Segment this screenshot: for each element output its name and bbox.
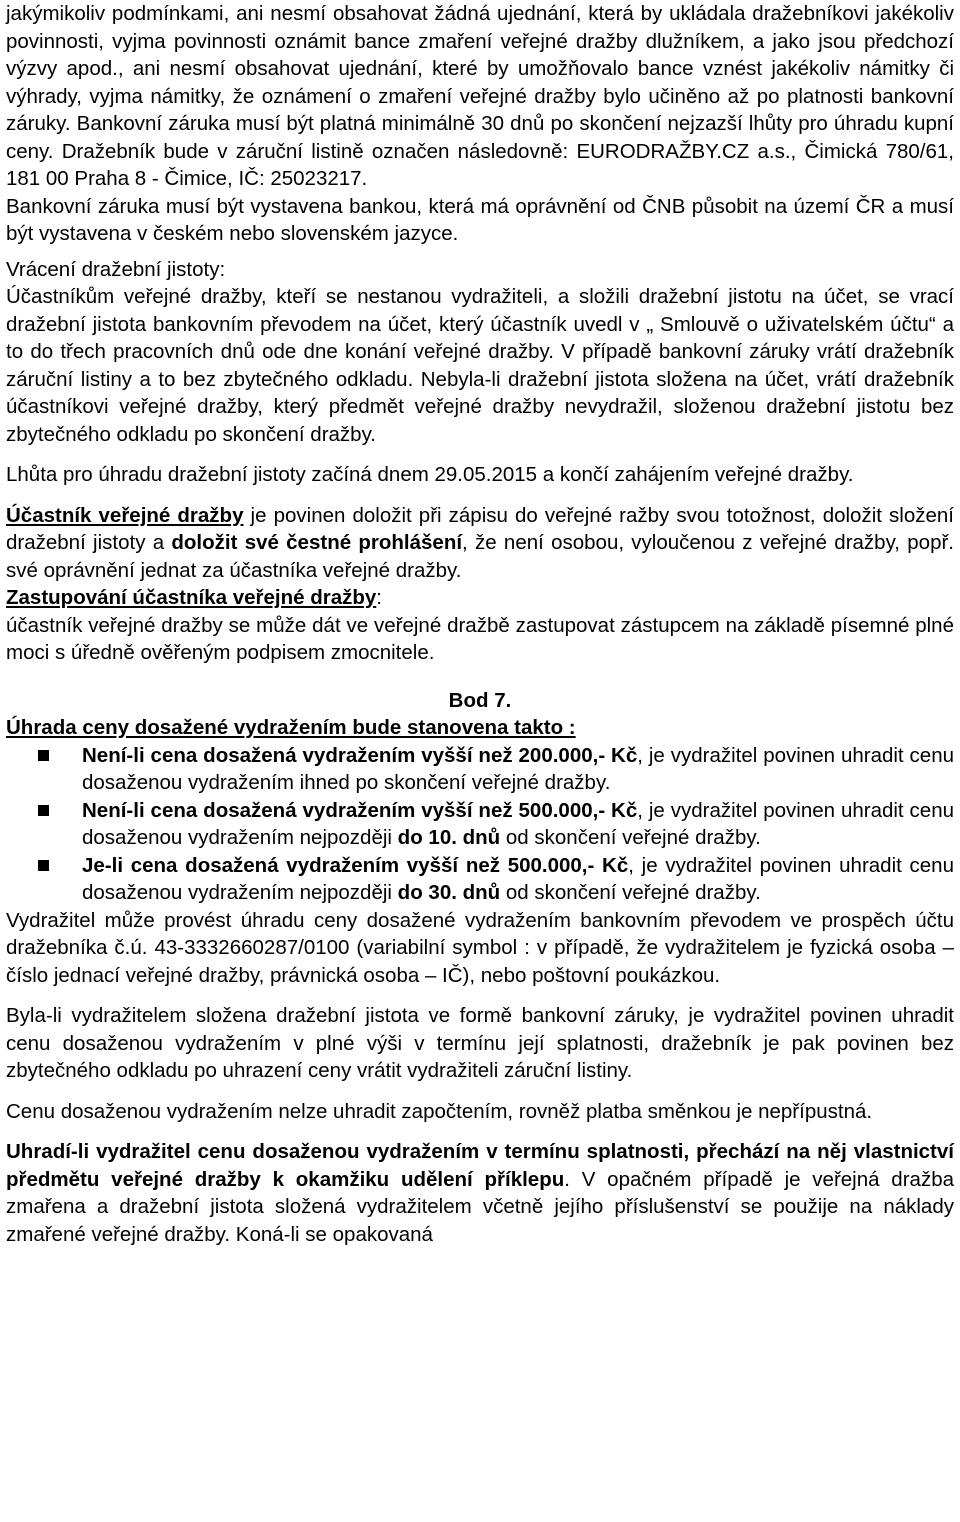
offset-paragraph: Cenu dosaženou vydražením nelze uhradit započtením, rovněž platba směnkou je nepřípustná. bbox=[6, 1099, 873, 1123]
payment-method-paragraph: Vydražitel může provést úhradu ceny dosažené vydražením bankovním převodem ve prospěch účtu dražebníka č.ú. 43-3332660287/0100 (variabilní symbol : v případě, že vydražitelem je fyzická osoba – číslo jednací veřejné dražby, právnická osoba – IČ), nebo poštovní poukázkou. bbox=[6, 908, 954, 987]
section-title: Bod 7. bbox=[448, 688, 512, 712]
term-deadline: do 30. bbox=[397, 881, 457, 904]
representation-colon: : bbox=[376, 586, 382, 609]
ownership-rest: . V opačném případě je veřejná dražba zmařena a dražební jistota složená vydražitelem včetně jejího příslušenství se použije na náklady zmařené veřejné dražby. Koná-li se opakovaná bbox=[6, 1167, 954, 1246]
participant-paragraph bbox=[6, 502, 954, 585]
square-bullet-icon bbox=[38, 860, 49, 871]
ownership-paragraph bbox=[6, 1138, 954, 1248]
term-text: , je vydražitel povinen uhradit cenu dosaženou vydražením nejpozději bbox=[82, 853, 954, 904]
term-text: , je vydražitel povinen uhradit cenu dosaženou vydražením ihned po skončení veřejné dražby. bbox=[82, 743, 954, 794]
square-bullet-icon bbox=[38, 750, 49, 761]
deadline-paragraph: Lhůta pro úhradu dražební jistoty začíná dnem 29.05.2015 a končí zahájením veřejné dražby. bbox=[6, 463, 854, 486]
square-bullet-icon bbox=[38, 805, 49, 816]
payment-terms-list bbox=[6, 742, 954, 907]
term-text: , je vydražitel povinen uhradit cenu dosaženou vydražením nejpozději bbox=[82, 798, 954, 849]
list-item bbox=[6, 852, 954, 907]
participant-text-2: , že není osobou, vyloučenou z veřejné dražby, popř. své oprávnění jednat za účastníka veřejné dražby. bbox=[6, 531, 954, 582]
term-end: od skončení veřejné dražby. bbox=[500, 881, 761, 904]
refund-paragraph: Účastníkům veřejné dražby, kteří se nestanou vydražiteli, a složili dražební jistotu na účet, se vrací dražební jistota bankovním převodem na účet, který účastník uvedl v „ Smlouvě o uživatelském účtu“ a to do třech pracovních dnů ode dne konání veřejné dražby. V případě bankovní záruky vrátí dražebník záruční listiny a to bez zbytečného odkladu. Nebyla-li dražební jistota složena na účet, vrátí dražebník účastníkovi veřejné dražby, který předmět veřejné dražby nevydražil, složenou dražební jistotu bez zbytečného odkladu po skončení dražby. bbox=[6, 285, 954, 446]
bank-authorization-paragraph: Bankovní záruka musí být vystavena bankou, která má oprávnění od ČNB působit na území ČR a musí být vystavena v českém nebo slovenském jazyce. bbox=[6, 194, 954, 245]
representation-heading bbox=[6, 584, 954, 612]
section-subtitle: Úhrada ceny dosažené vydražením bude stanovena takto : bbox=[6, 716, 576, 739]
term-end: od skončení veřejné dražby. bbox=[500, 826, 761, 849]
term-condition: Je-li cena dosažená vydražením vyšší než 500.000,- Kč bbox=[82, 853, 629, 877]
representation-heading-text: Zastupování účastníka veřejné dražby bbox=[6, 586, 377, 609]
refund-heading: Vrácení dražební jistoty: bbox=[6, 257, 226, 281]
term-deadline: do 10. bbox=[397, 826, 457, 849]
participant-text-1: je povinen doložit při zápisu do veřejné ražby svou totožnost, doložit složení dražební jistoty a bbox=[6, 503, 954, 554]
list-item bbox=[6, 797, 954, 852]
term-days: dnů bbox=[462, 881, 501, 904]
document-page bbox=[6, 0, 954, 1248]
declaration-label: doložit své čestné prohlášení bbox=[171, 531, 463, 554]
term-days: dnů bbox=[462, 826, 501, 849]
participant-label: Účastník veřejné dražby bbox=[6, 503, 244, 527]
ownership-bold: Uhradí-li vydražitel cenu dosaženou vydražením v termínu splatnosti, přechází na něj vlastnictví předmětu veřejné dražby k okamžiku udělení příklepu bbox=[6, 1140, 954, 1191]
term-condition: Není-li cena dosažená vydražením vyšší než 500.000,- Kč bbox=[82, 798, 638, 822]
guarantee-paragraph: Byla-li vydražitelem složena dražební jistota ve formě bankovní záruky, je vydražitel povinen uhradit cenu dosaženou vydražením v plné výši v termínu její splatnosti, dražebník je pak povinen bez zbytečného odkladu po uhrazení ceny vrátit vydražiteli záruční listiny. bbox=[6, 1004, 954, 1082]
guarantee-conditions-paragraph: jakýmikoliv podmínkami, ani nesmí obsahovat žádná ujednání, která by ukládala dražebníkovi jakékoliv povinnosti, vyjma povinnosti oznámit bance zmaření veřejné dražby dlužníkem, a jako jsou předchozí výzvy apod., ani nesmí obsahovat ujednání, které by umožňovalo bance vznést jakékoliv námitky či výhrady, vyjma námitky, že oznámení o zmaření veřejné dražby bylo učiněno až po platnosti bankovní záruky. Bankovní záruka musí být platná minimálně 30 dnů po skončení nejzazší lhůty pro úhradu kupní ceny. Dražebník bude v záruční listině označen následovně: EURODRAŽBY.CZ a.s., Čimická 780/61, 181 00 Praha 8 - Čimice, IČ: 25023217. bbox=[6, 2, 954, 190]
representation-paragraph: účastník veřejné dražby se může dát ve veřejné dražbě zastupovat zástupcem na základě písemné plné moci s úředně ověřeným podpisem zmocnitele. bbox=[6, 613, 954, 664]
term-condition: Není-li cena dosažená vydražením vyšší než 200.000,- Kč bbox=[82, 743, 638, 767]
list-item bbox=[6, 742, 954, 797]
